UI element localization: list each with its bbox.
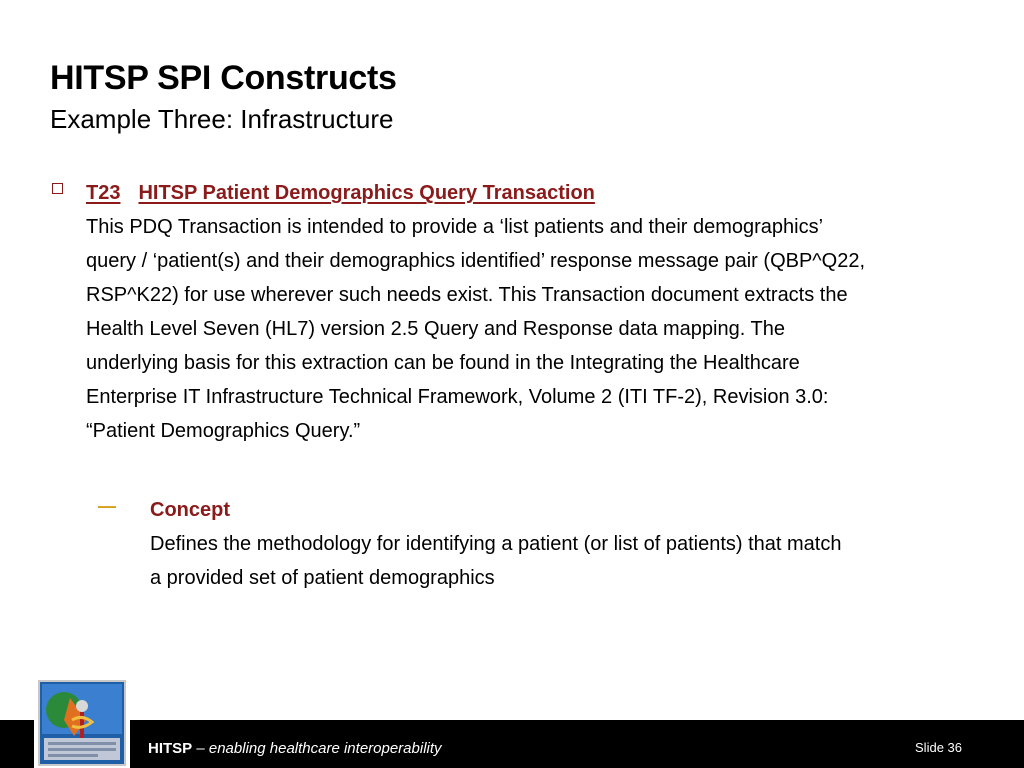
main-item-line: Enterprise IT Infrastructure Technical Framework, Volume 2 (ITI TF-2), Revision 3.0: (86, 386, 829, 408)
slide-subtitle: Example Three: Infrastructure (50, 104, 394, 134)
slide-title: HITSP SPI Constructs (50, 59, 397, 97)
main-item-heading[interactable] (86, 176, 986, 210)
sub-item-heading: Concept (150, 499, 230, 521)
footer-brand: HITSP (148, 740, 193, 757)
main-item-code: T23 (86, 182, 121, 204)
main-item-line: query / ‘patient(s) and their demographics identified’ response message pair (QBP^Q22, (86, 250, 866, 272)
main-item-title: HITSP Patient Demographics Query Transaction (138, 182, 595, 204)
footer-separator: – (192, 740, 209, 757)
hitsp-logo-icon (34, 676, 130, 768)
square-bullet-icon (52, 183, 63, 194)
dash-bullet-icon: — (98, 496, 116, 516)
main-item-line: RSP^K22) for use wherever such needs exist. This Transaction document extracts the (86, 284, 848, 306)
sub-item-line: a provided set of patient demographics (150, 567, 495, 589)
main-item-line: “Patient Demographics Query.” (86, 420, 361, 442)
footer-text (148, 740, 442, 757)
main-item-line: This PDQ Transaction is intended to provide a ‘list patients and their demographics’ (86, 216, 824, 238)
main-item (86, 176, 986, 448)
footer-tagline: enabling healthcare interoperability (208, 740, 442, 757)
sub-item-line: Defines the methodology for identifying a patient (or list of patients) that match (150, 533, 842, 555)
sub-item (150, 493, 970, 595)
main-item-heading-link[interactable] (86, 182, 595, 204)
main-item-line: Health Level Seven (HL7) version 2.5 Query and Response data mapping. The (86, 318, 785, 340)
main-item-line: underlying basis for this extraction can be found in the Integrating the Healthcare (86, 352, 800, 374)
slide-number: Slide 36 (915, 740, 962, 755)
